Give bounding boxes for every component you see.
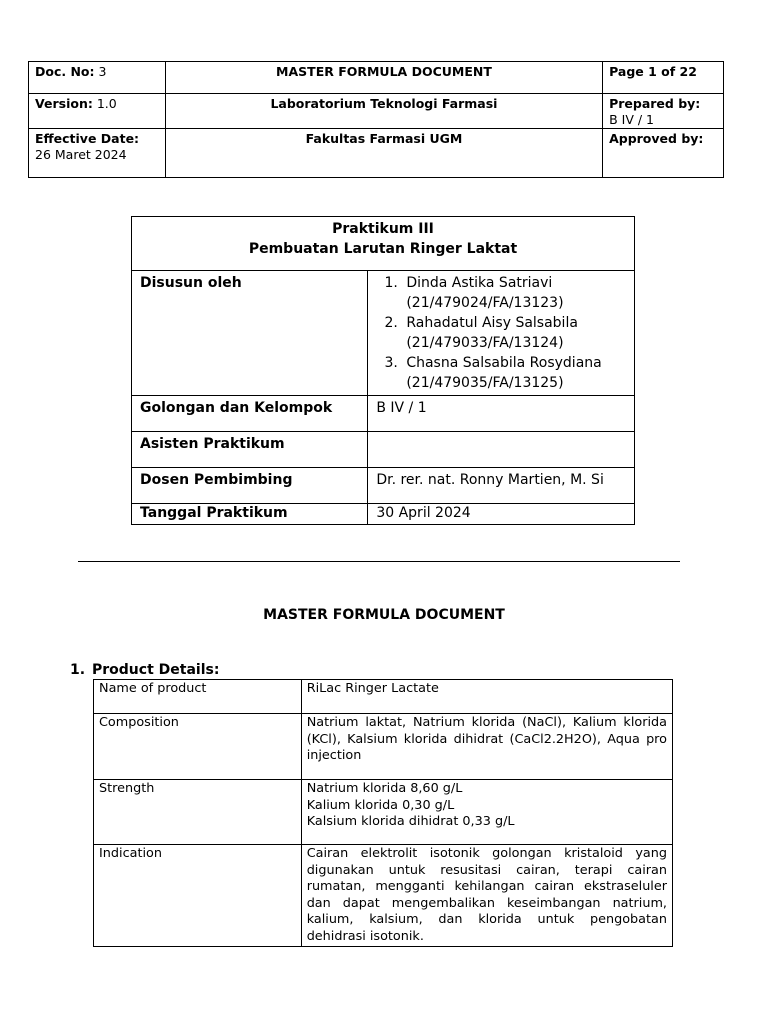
praktikum-info-table [131,216,635,525]
strength-values [301,780,672,845]
author-item [402,313,626,353]
praktikum-title [132,217,635,271]
strength-line: Natrium klorida 8,60 g/L [306,781,463,796]
author-item [402,273,626,313]
author-name: 3. Chasna Salsabila Rosydiana [406,355,602,371]
table-row [94,780,673,845]
product-details-table [93,679,673,947]
faculty-name: Fakultas Farmasi UGM [165,129,602,178]
author-name: 1. Dinda Astika Satriavi [406,275,553,291]
tanggal-value: 30 April 2024 [368,504,635,525]
section-number: 1. [70,662,86,678]
horizontal-divider [78,561,680,562]
row-value: Cairan elektrolit isotonik golongan kristaloid yang digunakan untuk resusitasi cairan, terapi cairan rumatan, mengganti kehilangan cairan ekstraseluler dan dapat mengembalikan keseimbangan natrium, kalium, kalsium, dan klorida untuk pengobatan dehidrasi isotonik. [301,845,672,947]
strength-line: Kalium klorida 0,30 g/L [306,797,455,813]
golongan-value: B IV / 1 [368,396,635,432]
doc-no-cell [29,62,166,94]
author-nim: (21/479024/FA/13123) [406,295,564,311]
authors-cell [368,271,635,396]
row-value: RiLac Ringer Lactate [301,680,672,714]
author-nim: (21/479033/FA/13124) [406,335,564,351]
dosen-label: Dosen Pembimbing [132,468,368,504]
author-list [376,273,626,393]
dosen-value: Dr. rer. nat. Ronny Martien, M. Si [368,468,635,504]
row-label: Composition [94,714,302,780]
prepared-cell [603,94,724,129]
effective-date-value: 26 Maret 2024 [35,147,127,162]
effective-date-label: Effective Date: [35,131,140,146]
author-nim: (21/479035/FA/13125) [406,375,564,391]
document-header-table [28,61,724,178]
praktikum-title-line1: Praktikum III [332,221,434,237]
approved-label: Approved by: [603,129,724,178]
effective-date-cell [29,129,166,178]
author-name: 2. Rahadatul Aisy Salsabila [406,315,578,331]
header-title: MASTER FORMULA DOCUMENT [165,62,602,94]
section-heading [70,662,219,678]
golongan-label: Golongan dan Kelompok [132,396,368,432]
asisten-value [368,432,635,468]
table-row [94,680,673,714]
row-value: Natrium laktat, Natrium klorida (NaCl), Kalium klorida (KCl), Kalsium klorida dihidrat (CaCl2.2H2O), Aqua pro injection [301,714,672,780]
tanggal-label: Tanggal Praktikum [132,504,368,525]
main-title: MASTER FORMULA DOCUMENT [263,607,505,623]
lab-name: Laboratorium Teknologi Farmasi [165,94,602,129]
version-label: Version: [35,96,93,111]
table-row [94,714,673,780]
doc-no-value: 3 [98,64,107,79]
prepared-value: B IV / 1 [609,112,654,127]
praktikum-title-line2: Pembuatan Larutan Ringer Laktat [248,241,518,257]
strength-line: Kalsium klorida dihidrat 0,33 g/L [306,814,515,829]
page-number: Page 1 of 22 [603,62,724,94]
version-value: 1.0 [96,96,117,111]
version-cell [29,94,166,129]
row-label: Name of product [94,680,302,714]
prepared-label: Prepared by: [609,96,701,111]
doc-no-label: Doc. No: [35,64,95,79]
section-title: Product Details: [92,662,220,678]
author-item [402,353,626,393]
row-label: Strength [94,780,302,845]
table-row [94,845,673,947]
row-label: Indication [94,845,302,947]
asisten-label: Asisten Praktikum [132,432,368,468]
disusun-label: Disusun oleh [132,271,368,396]
